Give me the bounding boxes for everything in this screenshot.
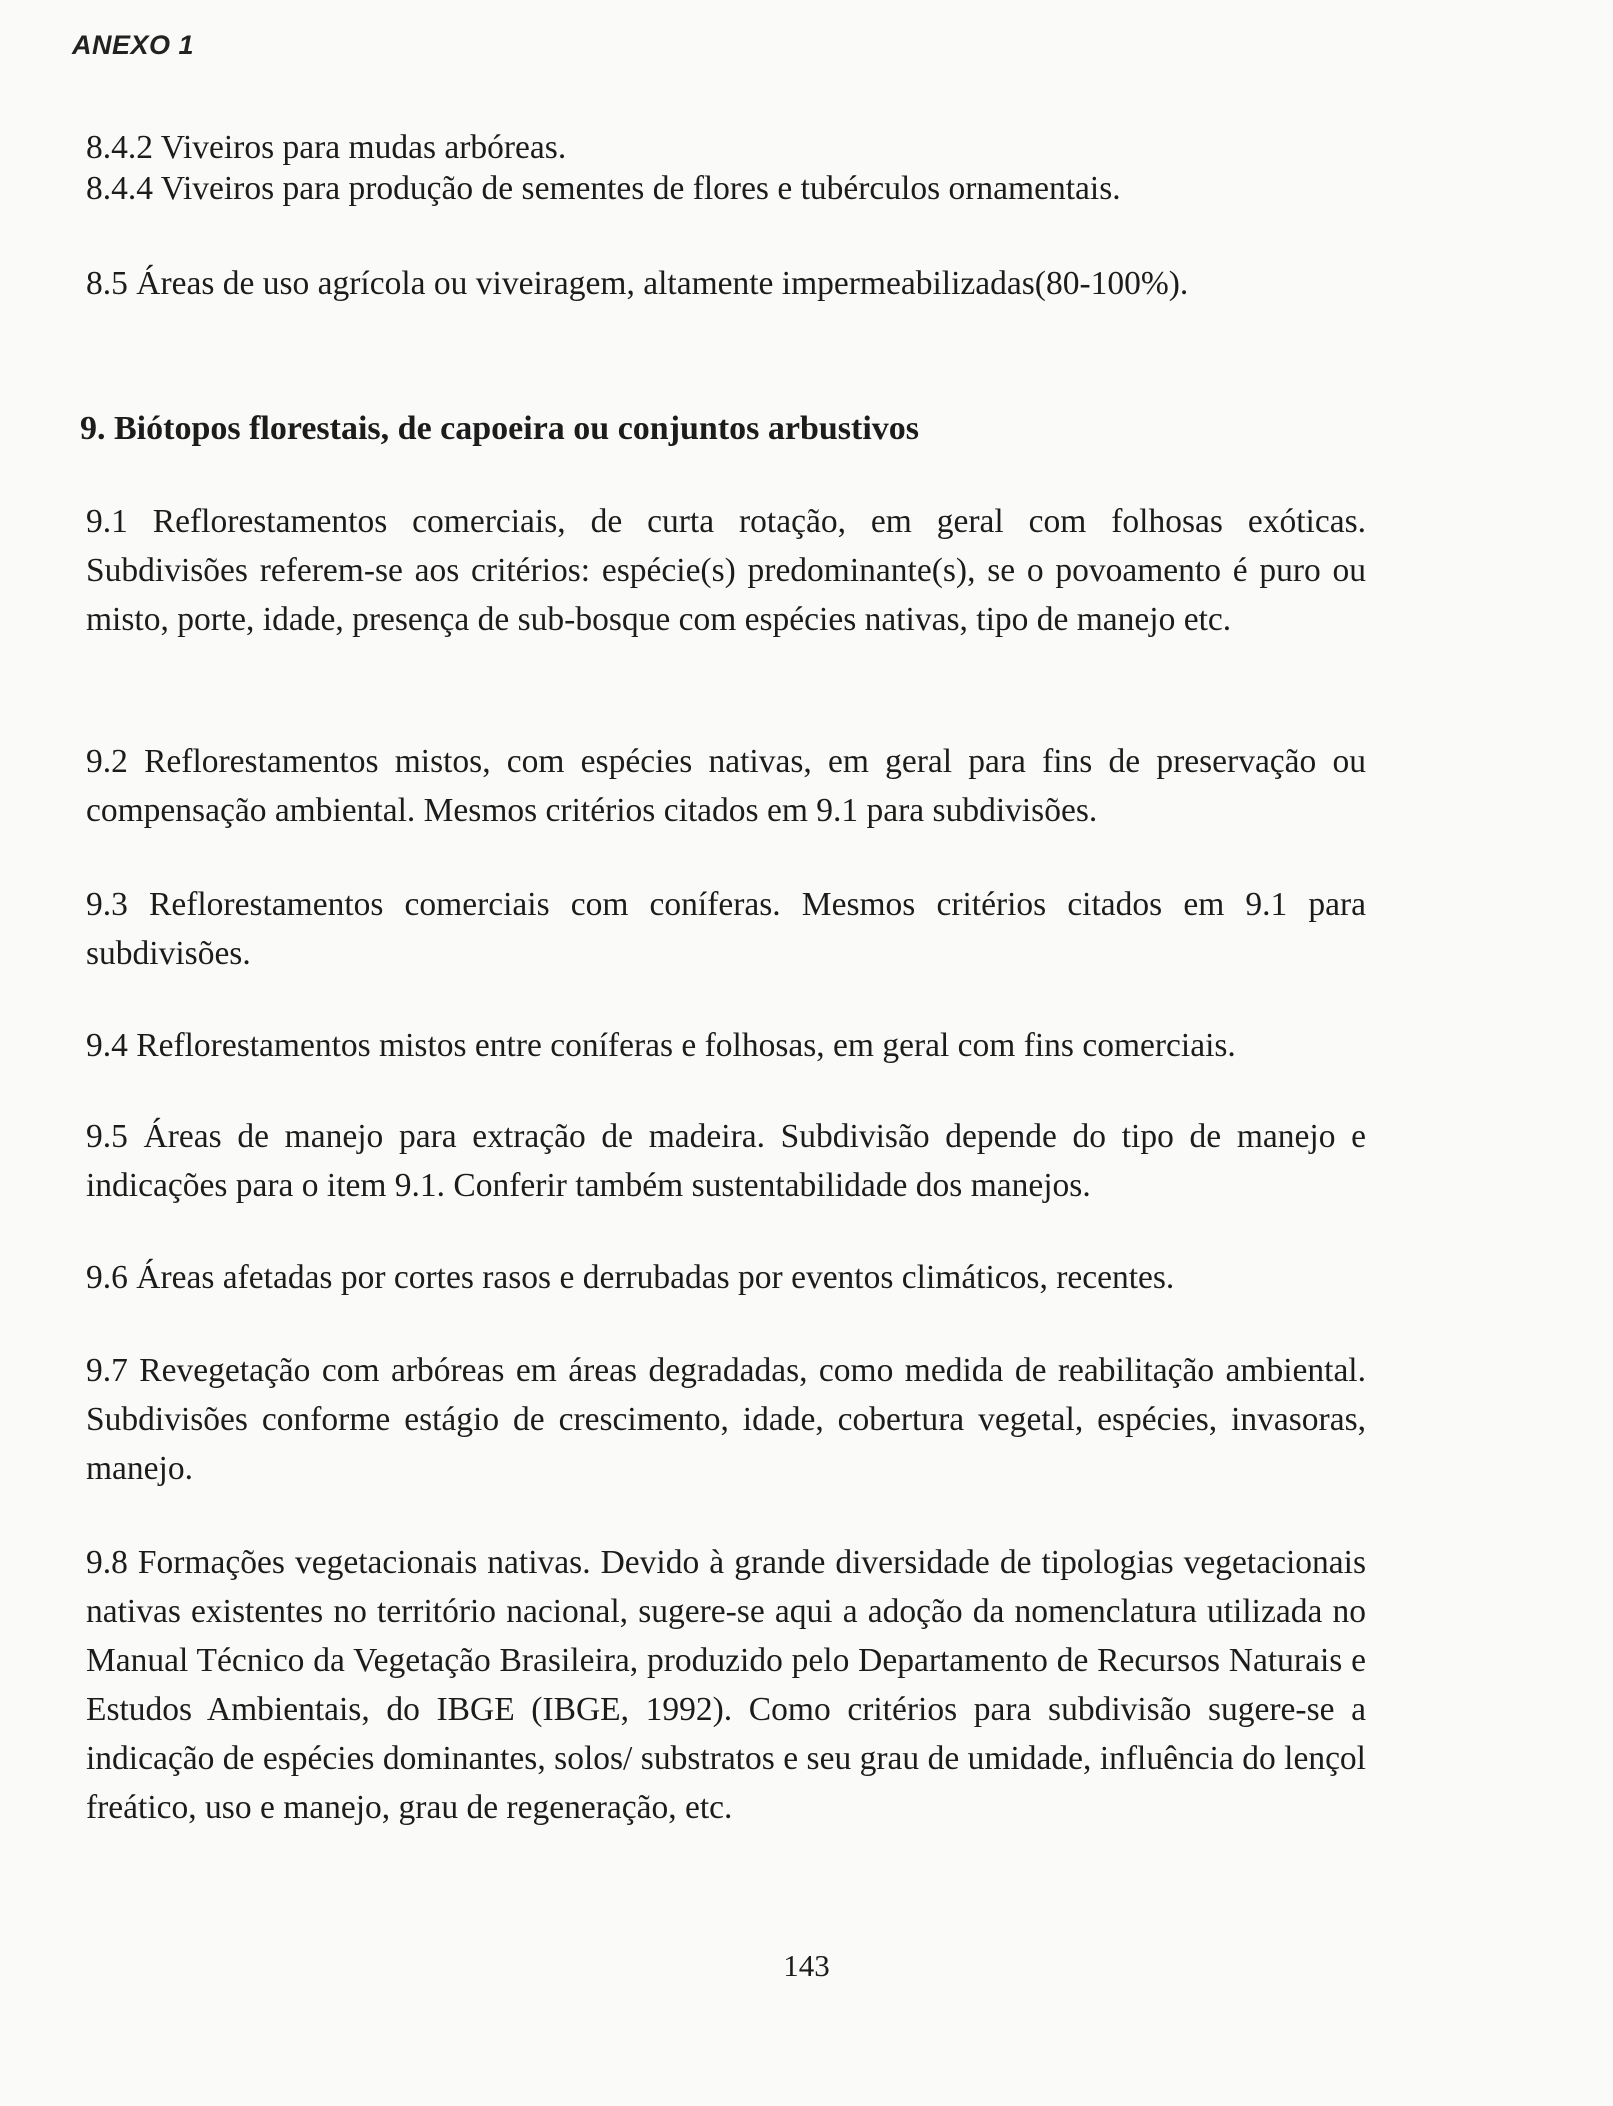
page-number: 143 bbox=[783, 1948, 830, 1983]
paragraph-9-6: 9.6 Áreas afetadas por cortes rasos e derrubadas por eventos climáticos, recentes. bbox=[86, 1259, 1175, 1296]
item-8-4-2: 8.4.2 Viveiros para mudas arbóreas. bbox=[86, 129, 567, 166]
paragraph-9-4: 9.4 Reflorestamentos mistos entre coníferas e folhosas, em geral com fins comerciais. bbox=[86, 1027, 1236, 1064]
running-header: ANEXO 1 bbox=[72, 30, 195, 60]
section-heading: 9. Biótopos florestais, de capoeira ou conjuntos arbustivos bbox=[80, 410, 920, 447]
paragraph-9-5: 9.5 Áreas de manejo para extração de madeira. Subdivisão depende do tipo de manejo e indicações para o item 9.1. Conferir também sustentabilidade dos manejos. bbox=[86, 1118, 1366, 1204]
paragraph-9-1: 9.1 Reflorestamentos comerciais, de curta rotação, em geral com folhosas exóticas. Subdivisões referem-se aos critérios: espécie(s) predominante(s), se o povoamento é puro ou misto, porte, idade, presença de sub-bosque com espécies nativas, tipo de manejo etc. bbox=[86, 503, 1366, 638]
paragraph-9-7: 9.7 Revegetação com arbóreas em áreas degradadas, como medida de reabilitação ambiental. Subdivisões conforme estágio de crescimento, idade, cobertura vegetal, espécies, invasoras, manejo. bbox=[86, 1352, 1366, 1487]
paragraph-9-8: 9.8 Formações vegetacionais nativas. Devido à grande diversidade de tipologias vegetacionais nativas existentes no território nacional, sugere-se aqui a adoção da nomenclatura utilizada no Manual Técnico da Vegetação Brasileira, produzido pelo Departamento de Recursos Naturais e Estudos Ambientais, do IBGE (IBGE, 1992). Como critérios para subdivisão sugere-se a indicação de espécies dominantes, solos/ substratos e seu grau de umidade, influência do lençol freático, uso e manejo, grau de regeneração, etc. bbox=[86, 1544, 1366, 1826]
paragraph-9-3: 9.3 Reflorestamentos comerciais com coníferas. Mesmos critérios citados em 9.1 para subdivisões. bbox=[86, 886, 1366, 972]
item-8-5: 8.5 Áreas de uso agrícola ou viveiragem, altamente impermeabilizadas(80-100%). bbox=[86, 265, 1189, 302]
item-8-4-4: 8.4.4 Viveiros para produção de sementes de flores e tubérculos ornamentais. bbox=[86, 170, 1121, 207]
paragraph-9-2: 9.2 Reflorestamentos mistos, com espécies nativas, em geral para fins de preservação ou compensação ambiental. Mesmos critérios citados em 9.1 para subdivisões. bbox=[86, 743, 1366, 829]
